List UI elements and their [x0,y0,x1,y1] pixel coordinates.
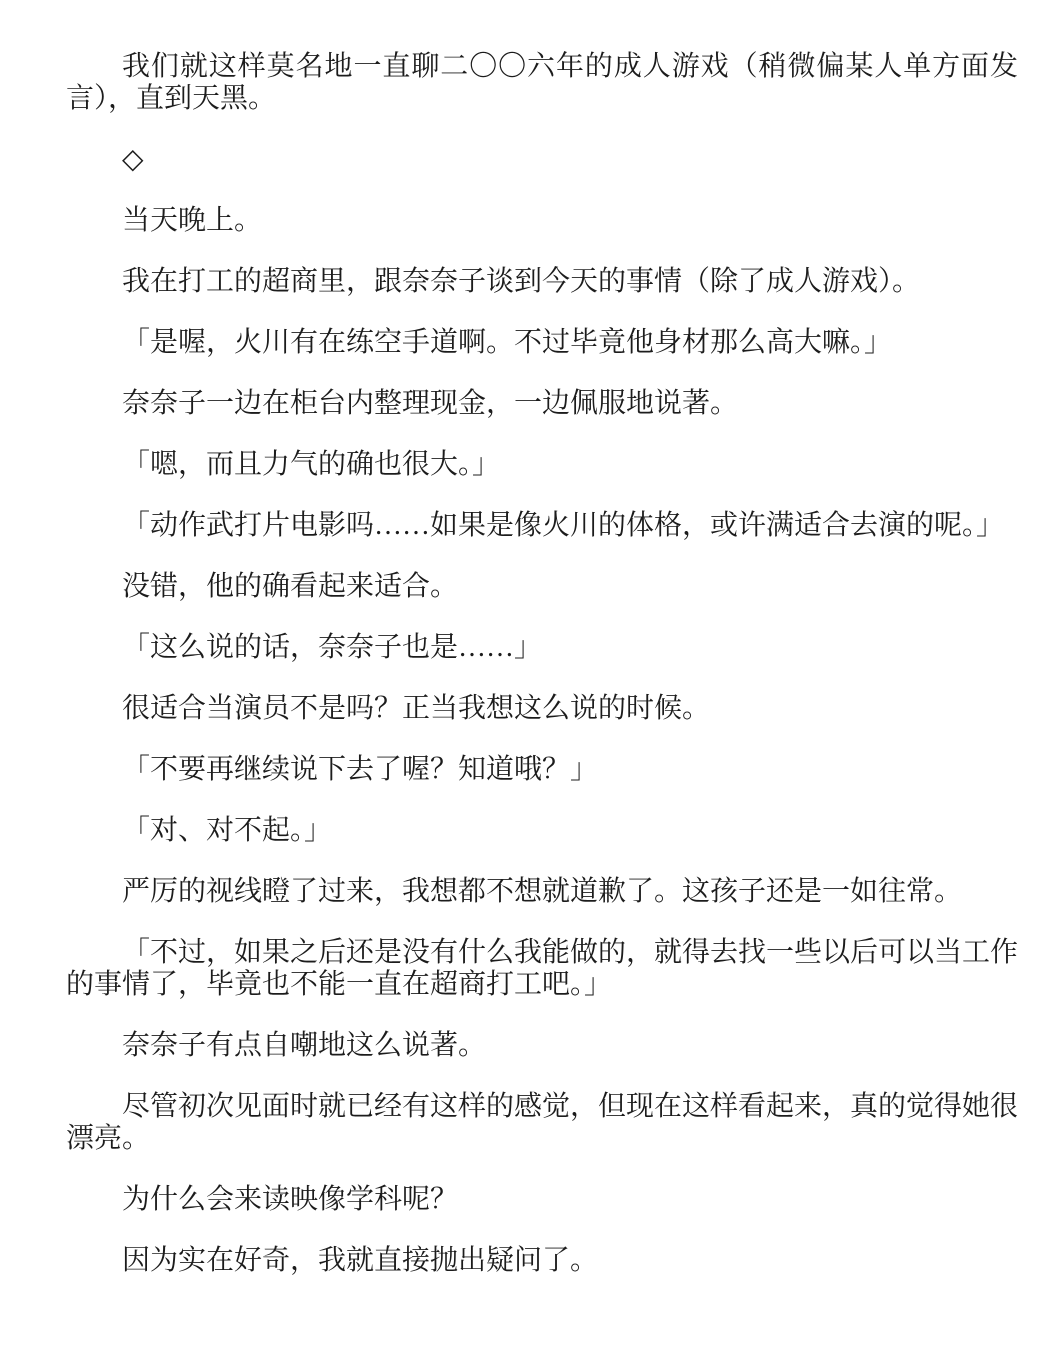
section-separator: ◇ [122,144,144,175]
paragraph: 奈奈子一边在柜台内整理现金，一边佩服地说著。 [122,388,739,419]
paragraph: 「这么说的话，奈奈子也是……」 [122,632,543,663]
paragraph: 为什么会来读映像学科呢？ [122,1184,459,1215]
paragraph: 我们就这样莫名地一直聊二〇〇六年的成人游戏（稍微偏某人单方面发言），直到天黑。 [66,51,1018,114]
paragraph: 奈奈子有点自嘲地这么说著。 [122,1030,487,1061]
paragraph: 因为实在好奇，我就直接抛出疑问了。 [122,1245,599,1276]
paragraph: 「对、对不起。」 [122,815,333,846]
paragraph: 没错，他的确看起来适合。 [122,571,459,602]
paragraph: 「是喔，火川有在练空手道啊。不过毕竟他身材那么高大嘛。」 [122,327,893,358]
paragraph: 「不要再继续说下去了喔？知道哦？」 [122,754,599,785]
paragraph: 严厉的视线瞪了过来，我想都不想就道歉了。这孩子还是一如往常。 [122,876,963,907]
paragraph: 尽管初次见面时就已经有这样的感觉，但现在这样看起来，真的觉得她很漂亮。 [66,1091,1019,1154]
paragraph: 「不过，如果之后还是没有什么我能做的，就得去找一些以后可以当工作的事情了，毕竟也不能一直在超商打工吧。」 [66,937,1019,1000]
paragraph: 「嗯，而且力气的确也很大。」 [122,449,501,480]
paragraph: 我在打工的超商里，跟奈奈子谈到今天的事情（除了成人游戏）。 [122,266,921,297]
paragraph: 很适合当演员不是吗？正当我想这么说的时候。 [122,693,711,724]
paragraph: 「动作武打片电影吗……如果是像火川的体格，或许满适合去演的呢。」 [122,510,1005,541]
paragraph: 当天晚上。 [122,205,263,236]
